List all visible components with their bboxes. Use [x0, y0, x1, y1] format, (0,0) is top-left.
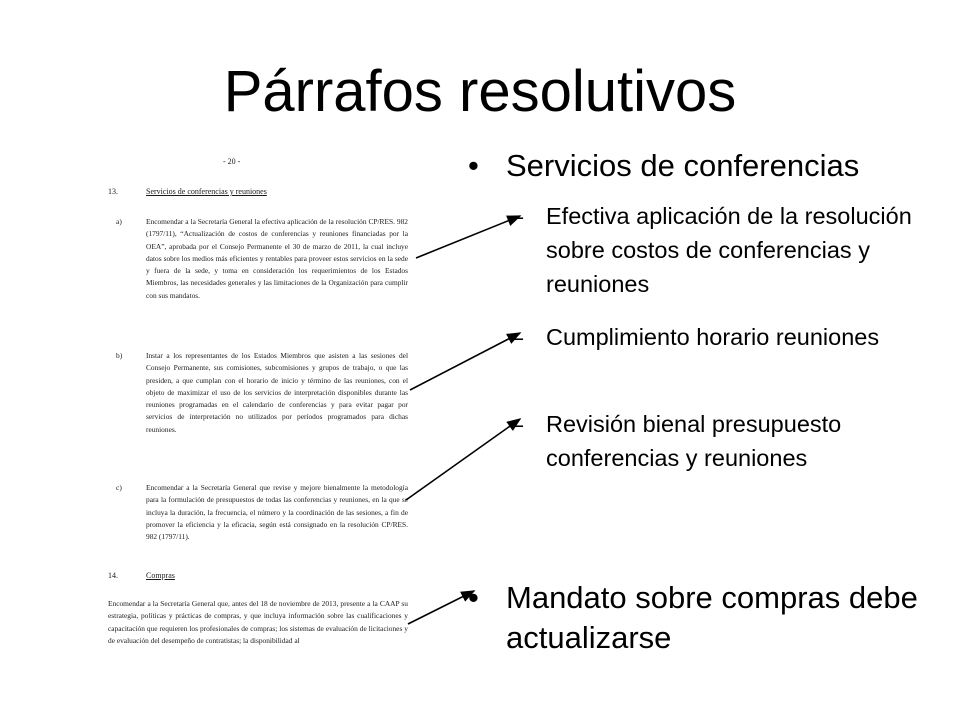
section-13-number: 13.	[108, 187, 118, 196]
item-text: Encomendar a la Secretaría General la efectiva aplicación de la resolución CP/RES. 982 (1797/11), “Actualización de costos de conferencias y reuniones financiadas por la OEA”, aprobada por el Consejo Permanente el 30 de marzo de 2011, la cual incluye datos sobre los medios más eficientes y rentables para proveer estos servicios en la sede y fuera de la sede, y toma en consideración los requerimientos de los Estados Miembros, las necesidades generales y las limitaciones de la Organización para cumplir con sus mandatos.	[146, 217, 408, 300]
bullet-dot: •	[468, 580, 479, 615]
slide-title: Párrafos resolutivos	[223, 59, 737, 124]
bullet-text: Mandato sobre compras debe actualizarse	[506, 580, 918, 655]
document-page-number: - 20 -	[223, 157, 241, 166]
item-label: c)	[116, 483, 122, 492]
item-label: b)	[116, 351, 123, 360]
item-label: a)	[116, 217, 122, 226]
bullet-dot: •	[468, 148, 479, 183]
arrow-item-b	[410, 333, 520, 390]
sub-bullet-dash: –	[510, 203, 524, 229]
bullet-text: Servicios de conferencias	[506, 148, 860, 183]
section-14-number: 14.	[108, 571, 118, 580]
arrow-item-c	[406, 419, 520, 500]
sub-bullet-text: Efectiva aplicación de la resolución sobre costos de conferencias y reuniones	[546, 203, 912, 297]
sub-bullet-text: Revisión bienal presupuesto conferencias y reuniones	[546, 411, 842, 471]
sub-bullet-dash: –	[510, 324, 524, 350]
section-14-title: Compras	[146, 571, 175, 580]
item-text: Encomendar a la Secretaría General que revise y mejore bienalmente la metodología para la formulación de presupuestos de todas las conferencias y reuniones, en la que se incluya la duración, la frecuencia, el número y la coordinación de las sesiones, a fin de promover la eficiencia y la eficacia, según está consignado en la resolución CP/RES. 982 (1797/11).	[146, 483, 408, 542]
section-13-title: Servicios de conferencias y reuniones	[146, 187, 267, 196]
item-text: Instar a los representantes de los Estados Miembros que asisten a las sesiones del Consejo Permanente, sus comisiones, subcomisiones y grupos de trabajo, o que las presiden, a que cumplan con el horario de inicio y término de las reuniones, con el objeto de maximizar el uso de los servicios de interpretación disponibles durante las reuniones programadas en el calendario de conferencias y para evitar pagar por servicios de interpretación no utilizados por períodos programados para dichas reuniones.	[146, 351, 408, 434]
sub-bullet-dash: –	[510, 411, 524, 437]
arrow-section-14	[408, 591, 474, 624]
arrow-item-a	[416, 216, 520, 258]
section-14-paragraph: Encomendar a la Secretaría General que, antes del 18 de noviembre de 2013, presente a la CAAP su estrategia, políticas y prácticas de compras, y que incluya información sobre las cualificaciones y capacitación que requieren los profesionales de compras; los sistemas de evaluación de licitaciones y de evaluación del desempeño de contratistas; la disponibilidad al	[108, 599, 408, 645]
sub-bullet-text: Cumplimiento horario reuniones	[546, 324, 880, 350]
